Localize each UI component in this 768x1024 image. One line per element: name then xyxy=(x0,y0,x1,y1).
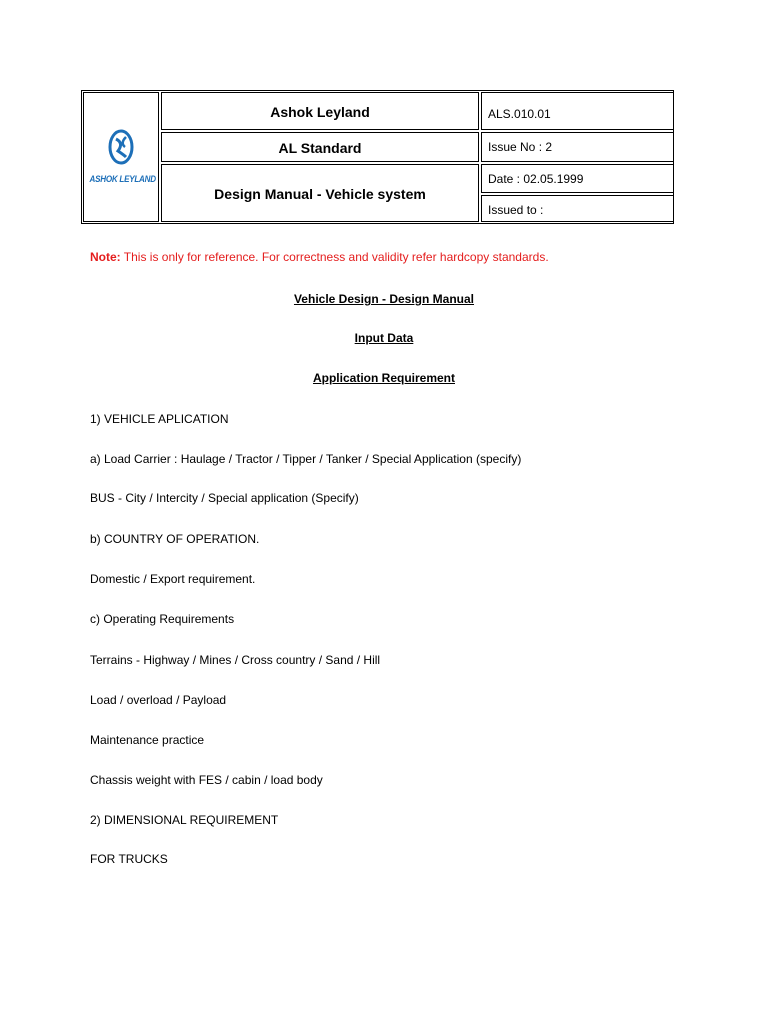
manual-title-cell xyxy=(161,164,479,222)
body-line: a) Load Carrier : Haulage / Tractor / Tipper / Tanker / Special Application (specify) xyxy=(90,452,522,466)
note-label: Note: xyxy=(90,250,121,264)
body-line: FOR TRUCKS xyxy=(90,852,168,866)
issue-number: Issue No : 2 xyxy=(488,140,553,154)
body-line: Maintenance practice xyxy=(90,733,205,747)
company-title-cell xyxy=(161,92,479,130)
body-line: 1) VEHICLE APLICATION xyxy=(90,412,229,426)
logo-cell xyxy=(83,92,159,222)
doc-number-cell xyxy=(481,92,674,130)
company-logo xyxy=(84,129,158,185)
body-line: b) COUNTRY OF OPERATION. xyxy=(90,532,260,546)
logo-text: ASHOK LEYLAND xyxy=(89,174,156,185)
note-text: This is only for reference. For correctness and validity refer hardcopy standards. xyxy=(123,250,549,264)
standard-title-cell xyxy=(161,132,479,162)
body-line: c) Operating Requirements xyxy=(90,612,235,626)
issued-to: Issued to : xyxy=(488,203,544,217)
company-title: Ashok Leyland xyxy=(270,104,370,120)
reference-note xyxy=(90,250,549,264)
section-heading-input: Input Data xyxy=(354,331,414,345)
section-heading-main: Vehicle Design - Design Manual xyxy=(293,292,475,306)
body-line: Terrains - Highway / Mines / Cross country / Sand / Hill xyxy=(90,653,381,667)
doc-number: ALS.010.01 xyxy=(488,107,551,121)
manual-title: Design Manual - Vehicle system xyxy=(214,186,426,202)
issue-date: Date : 02.05.1999 xyxy=(488,172,584,186)
body-line: Chassis weight with FES / cabin / load body xyxy=(90,773,323,787)
issue-number-cell xyxy=(481,132,674,162)
body-line: Load / overload / Payload xyxy=(90,693,227,707)
body-line: 2) DIMENSIONAL REQUIREMENT xyxy=(90,813,279,827)
body-line: Domestic / Export requirement. xyxy=(90,572,256,586)
section-heading-application: Application Requirement xyxy=(312,371,455,385)
body-line: BUS - City / Intercity / Special application (Specify) xyxy=(90,491,359,505)
issued-to-cell xyxy=(481,195,674,222)
ashok-leyland-logo-icon xyxy=(108,129,134,165)
standard-title: AL Standard xyxy=(278,140,362,156)
date-cell xyxy=(481,164,674,193)
